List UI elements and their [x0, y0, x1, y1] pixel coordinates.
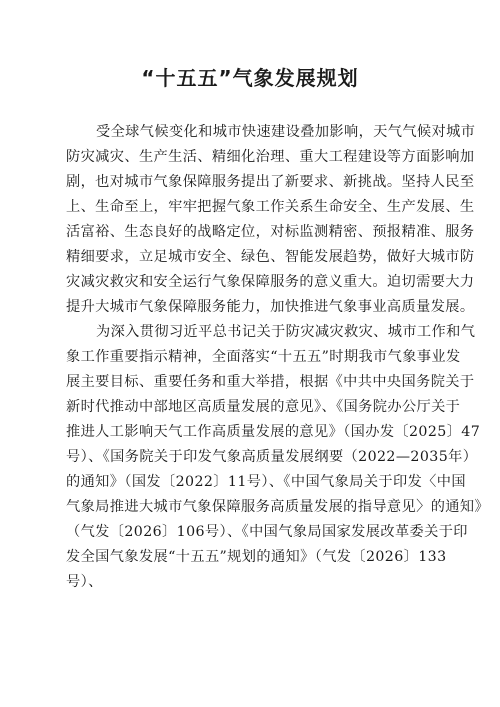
text-line: 号）、 — [66, 574, 103, 590]
text-line: 受全球气候变化和城市快速建设叠加影响，天气气候对城市 — [96, 124, 476, 140]
text-line: 的通知》（国发〔2022〕11号）、《中国气象局关于印发〈中国 — [66, 474, 466, 490]
document-title: “十五五”气象发展规划 — [141, 66, 359, 90]
text-line: 上、生命至上，牢牢把握气象工作关系生命安全、生产发展、生 — [66, 199, 475, 215]
text-line: 展主要目标、重要任务和重大举措，根据《中共中央国务院关于 — [66, 374, 475, 390]
text-line: （气发〔2026〕106号）、《中国气象局国家发展改革委关于印 — [66, 524, 468, 540]
document-body — [66, 120, 490, 595]
text-line: 气象局推进大城市气象保障服务高质量发展的指导意见〉的通知》 — [66, 499, 490, 515]
text-line: 新时代推动中部地区高质量发展的意见》、《国务院办公厅关于 — [66, 399, 461, 415]
text-line: 灾减灾救灾和安全运行气象保障服务的意义重大。迫切需要大力 — [66, 274, 475, 290]
text-line: 发全国气象发展“十五五”规划的通知》（气发〔2026〕133 — [66, 549, 447, 565]
text-line: 推进人工影响天气工作高质量发展的意见》（国办发〔2025〕47 — [66, 424, 481, 440]
text-line: 提升大城市气象保障服务能力，加快推进气象事业高质量发展。 — [66, 299, 475, 315]
paragraph-2 — [66, 320, 490, 595]
text-line: 活富裕、生态良好的战略定位，对标监测精密、预报精准、服务 — [66, 224, 475, 240]
text-line: 象工作重要指示精神，全面落实“十五五”时期我市气象事业发 — [66, 349, 461, 365]
text-line: 防灾减灾、生产生活、精细化治理、重大工程建设等方面影响加 — [66, 149, 475, 165]
text-line: 为深入贯彻习近平总书记关于防灾减灾救灾、城市工作和气 — [96, 324, 476, 340]
paragraph-1 — [66, 120, 476, 320]
text-line: 精细要求，立足城市安全、绿色、智能发展趋势，做好大城市防 — [66, 249, 475, 265]
text-line: 号）、《国务院关于印发气象高质量发展纲要（2022—2035年） — [66, 449, 478, 465]
text-line: 剧，也对城市气象保障服务提出了新要求、新挑战。坚持人民至 — [66, 174, 475, 190]
